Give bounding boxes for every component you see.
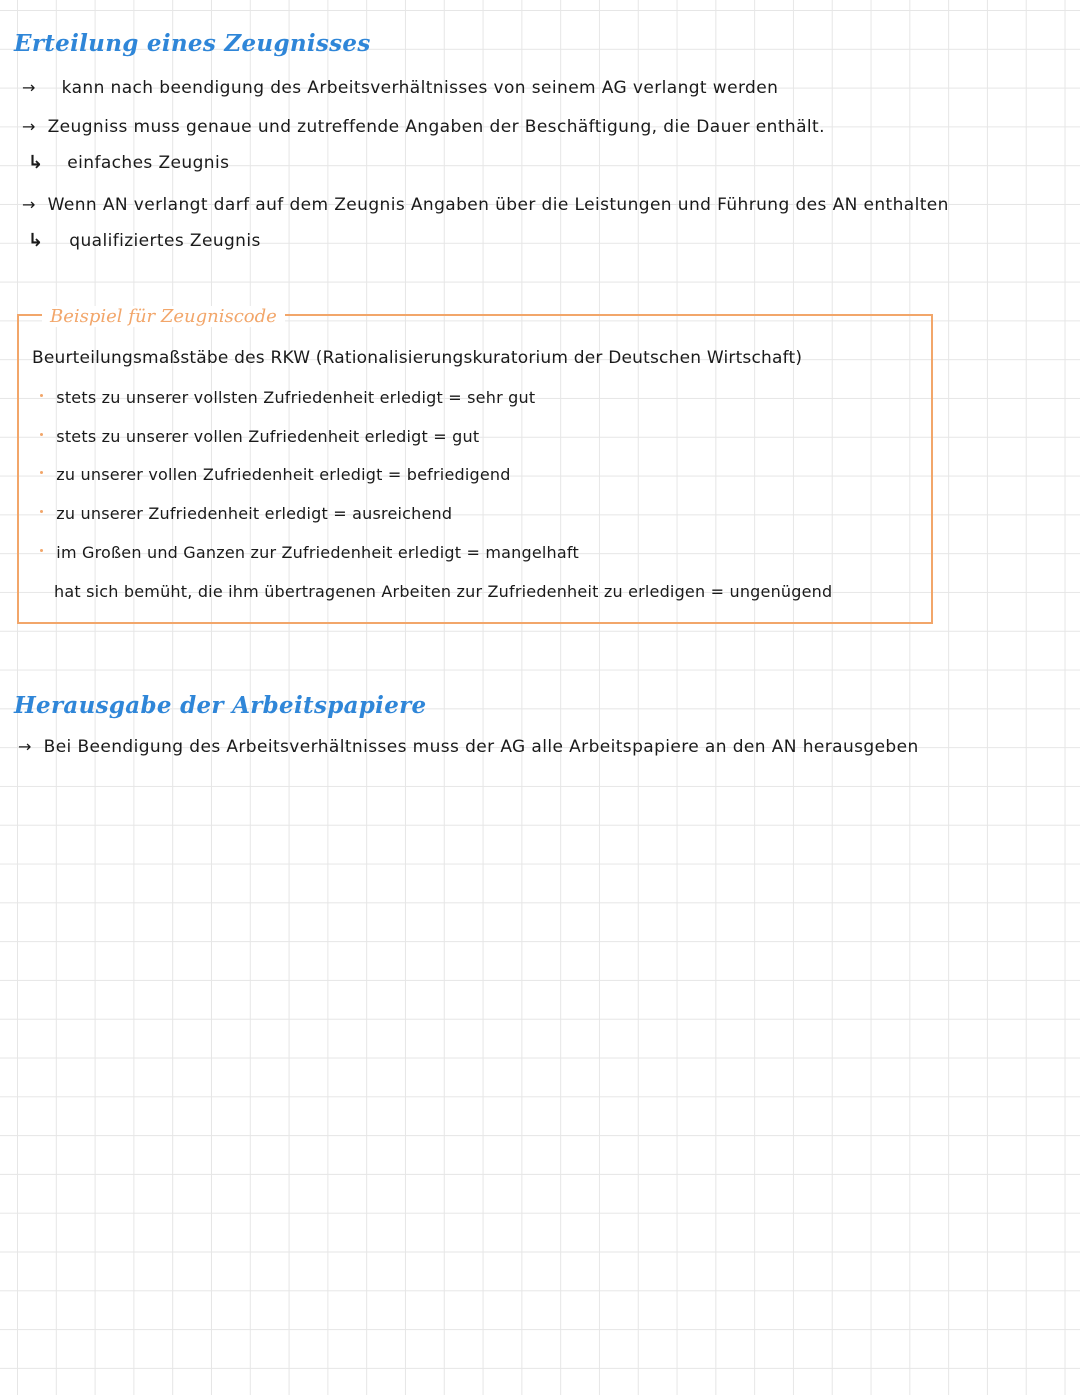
grade-text: hat sich bemüht, die ihm übertragenen Arbeiten zur Zufriedenheit zu erledigen = ungenügend <box>54 582 833 601</box>
arbeitspapiere-line-1 <box>18 737 919 757</box>
bullet-dot-icon <box>40 433 43 436</box>
grade-text: im Großen und Ganzen zur Zufriedenheit erledigt = mangelhaft <box>56 543 579 562</box>
grade-text: stets zu unserer vollen Zufriedenheit erledigt = gut <box>56 427 480 446</box>
arrow-right-icon: → <box>22 78 36 97</box>
grade-item-3 <box>40 465 511 484</box>
zeugnis-line-1 <box>22 78 778 98</box>
zeugnis-text-4: Wenn AN verlangt darf auf dem Zeugnis Angaben über die Leistungen und Führung des AN enthalten <box>47 195 949 215</box>
zeugnis-text-1: kann nach beendigung des Arbeitsverhältnisses von seinem AG verlangt werden <box>61 78 779 98</box>
section-title-arbeitspapiere: Herausgabe der Arbeitspapiere <box>14 692 427 719</box>
return-arrow-icon: ↳ <box>28 230 44 251</box>
return-arrow-icon: ↳ <box>28 152 44 173</box>
bullet-dot-icon <box>40 471 43 474</box>
bullet-dot-icon <box>40 394 43 397</box>
zeugnis-line-4 <box>22 195 949 215</box>
arrow-right-icon: → <box>18 737 32 756</box>
grade-text: zu unserer Zufriedenheit erledigt = ausreichend <box>56 504 453 523</box>
grade-text: zu unserer vollen Zufriedenheit erledigt = befriedigend <box>56 465 511 484</box>
section-title-zeugnis: Erteilung eines Zeugnisses <box>14 30 371 57</box>
zeugnis-text-3: einfaches Zeugnis <box>67 153 230 173</box>
bullet-dot-icon <box>40 510 43 513</box>
grade-item-2 <box>40 427 479 446</box>
zeugnis-text-2: Zeugniss muss genaue und zutreffende Angaben der Beschäftigung, die Dauer enthält. <box>47 117 825 137</box>
grade-item-4 <box>40 504 452 523</box>
grade-text: stets zu unserer vollsten Zufriedenheit erledigt = sehr gut <box>56 388 536 407</box>
bullet-dot-icon <box>40 549 43 552</box>
arbeitspapiere-text-1: Bei Beendigung des Arbeitsverhältnisses muss der AG alle Arbeitspapiere an den AN herausgeben <box>43 737 919 757</box>
zeugnis-line-2 <box>22 117 825 137</box>
zeugnis-line-3 <box>28 152 229 173</box>
grade-item-6 <box>54 582 832 601</box>
box-label: Beispiel für Zeugniscode <box>42 306 285 327</box>
arrow-right-icon: → <box>22 195 36 214</box>
grade-item-1 <box>40 388 535 407</box>
zeugnis-text-5: qualifiziertes Zeugnis <box>69 231 261 251</box>
arrow-right-icon: → <box>22 117 36 136</box>
zeugnis-line-5 <box>28 230 261 251</box>
grade-item-5 <box>40 543 579 562</box>
box-heading: Beurteilungsmaßstäbe des RKW (Rationalisierungskuratorium der Deutschen Wirtschaft) <box>32 348 803 368</box>
